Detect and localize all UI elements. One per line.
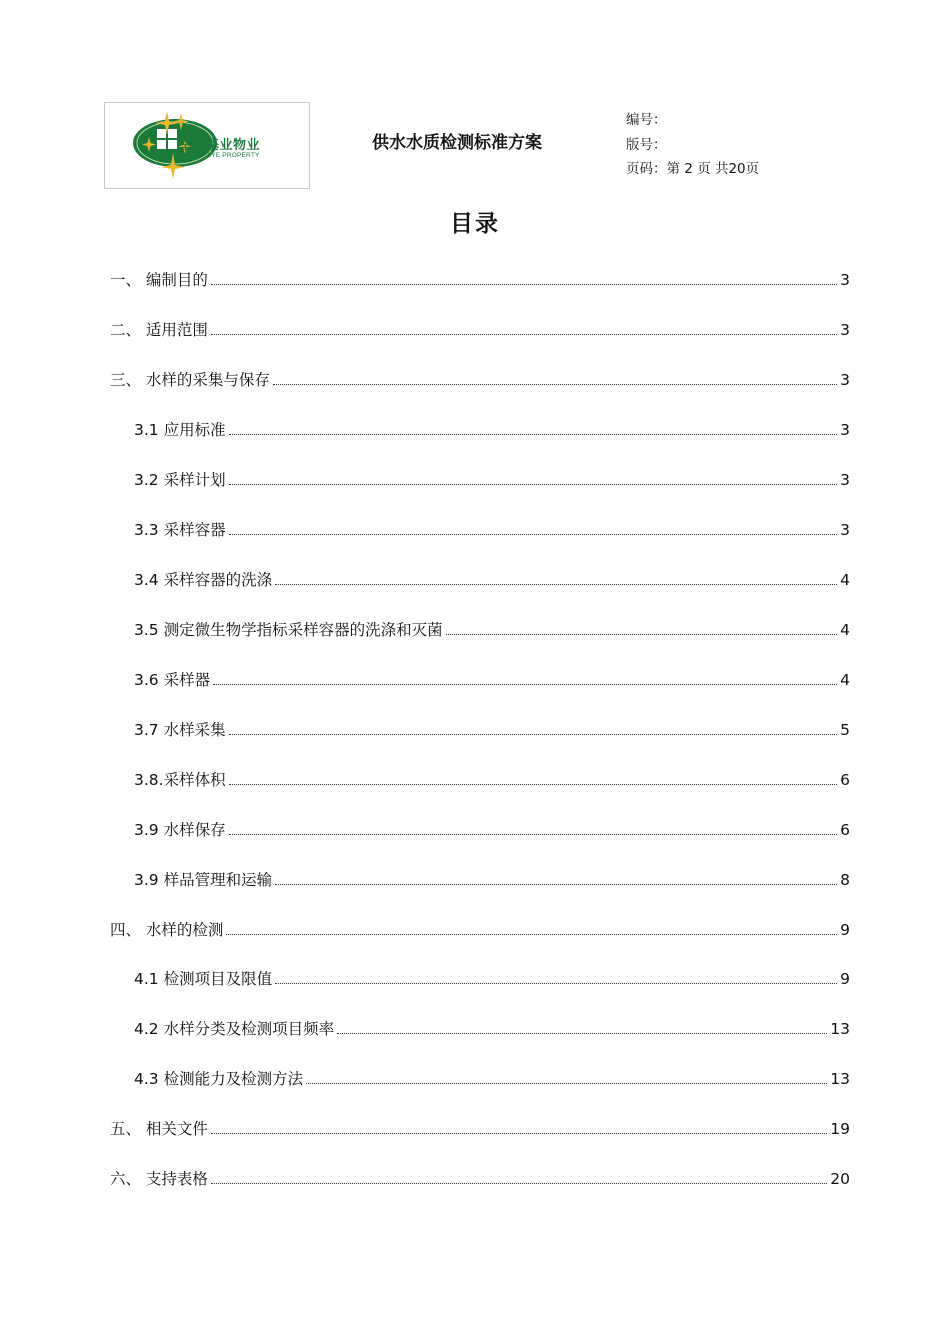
toc-entry[interactable] [110,918,850,940]
toc-dot-leader [229,433,838,435]
toc-entry-text: 3.9 样品管理和运输 [134,871,273,889]
toc-entry[interactable] [134,768,850,790]
toc-entry-page: 13 [830,1020,850,1038]
toc-entry-text: 3.1 应用标准 [134,421,226,439]
toc-entry-page: 3 [840,321,850,339]
toc-entry-page: 9 [840,970,850,988]
toc-entry-text: 4.3 检测能力及检测方法 [134,1070,304,1088]
toc-entry-page: 4 [840,621,850,639]
toc-entry-page: 3 [840,271,850,289]
toc-entry-page: 13 [830,1070,850,1088]
toc-entry-text: 3.3 采样容器 [134,521,226,539]
toc-dot-leader [213,683,837,685]
toc-entry[interactable] [110,268,850,290]
toc-entry-text: 4.2 水样分类及检测项目频率 [134,1020,335,1038]
toc-entry-text: 五、 相关文件 [110,1120,208,1138]
toc-dot-leader [211,283,837,285]
toc-entry-page: 5 [840,721,850,739]
toc-entry-text: 三、 水样的采集与保存 [110,371,270,389]
toc-entry-text: 二、 适用范围 [110,321,208,339]
toc-entry[interactable] [134,1067,850,1089]
toc-dot-leader [229,533,838,535]
toc-entry-text: 4.1 检测项目及限值 [134,970,273,988]
toc-entry-page: 6 [840,771,850,789]
toc-entry[interactable] [134,518,850,540]
toc-entry-text: 3.4 采样容器的洗涤 [134,571,273,589]
toc-entry[interactable] [134,1017,850,1039]
doc-number-label: 编号： [626,112,667,128]
toc-entry-page: 3 [840,521,850,539]
toc-entry[interactable] [134,418,850,440]
logo-company-name-en: XINGFU JIYE PROPERTY [178,152,260,159]
toc-dot-leader [275,583,837,585]
toc-entry[interactable] [110,368,850,390]
toc-dot-leader [229,833,838,835]
toc-dot-leader [226,933,837,935]
toc-entry-text: 3.5 测定微生物学指标采样容器的洗涤和灭菌 [134,621,443,639]
toc-entry-text: 3.7 水样采集 [134,721,226,739]
toc-entry-text: 四、 水样的检测 [110,921,224,939]
toc-entry[interactable] [134,718,850,740]
toc-entry-text: 3.2 采样计划 [134,471,226,489]
document-title: 供水水质检测标准方案 [372,133,542,153]
toc-title: 目录 [450,211,500,237]
toc-dot-leader [273,383,837,385]
doc-version-label: 版号： [626,137,667,153]
toc-dot-leader [229,733,838,735]
toc-dot-leader [211,1132,827,1134]
toc-entry[interactable] [134,818,850,840]
toc-dot-leader [229,483,838,485]
toc-entry-page: 4 [840,671,850,689]
toc-dot-leader [275,982,837,984]
toc-entry[interactable] [134,468,850,490]
toc-entry[interactable] [110,1117,850,1139]
toc-entry-page: 3 [840,421,850,439]
page-number-label: 页码：第 2 页 共20页 [626,161,760,177]
toc-entry-page: 9 [840,921,850,939]
toc-dot-leader [211,1182,827,1184]
toc-entry[interactable] [134,618,850,640]
toc-entry[interactable] [134,967,850,989]
toc-entry[interactable] [110,1167,850,1189]
toc-entry[interactable] [134,568,850,590]
toc-entry[interactable] [110,318,850,340]
toc-dot-leader [337,1032,827,1034]
toc-entry-text: 一、 编制目的 [110,271,208,289]
toc-entry-page: 4 [840,571,850,589]
toc-entry-text: 3.8.采样体积 [134,771,226,789]
toc-entry-text: 3.6 采样器 [134,671,211,689]
toc-entry[interactable] [134,868,850,890]
toc-entry-page: 8 [840,871,850,889]
toc-entry-text: 六、 支持表格 [110,1170,208,1188]
toc-entry[interactable] [134,668,850,690]
toc-dot-leader [446,633,838,635]
toc-dot-leader [275,883,837,885]
toc-entry-page: 3 [840,471,850,489]
company-logo [104,102,310,189]
toc-dot-leader [229,783,838,785]
toc-entry-page: 6 [840,821,850,839]
logo-company-name-cn: 幸福基业物业 [179,138,261,153]
toc-entry-text: 3.9 水样保存 [134,821,226,839]
toc-dot-leader [211,333,837,335]
toc-dot-leader [306,1082,827,1084]
toc-entry-page: 3 [840,371,850,389]
toc-entry-page: 19 [830,1120,850,1138]
toc-entry-page: 20 [830,1170,850,1188]
